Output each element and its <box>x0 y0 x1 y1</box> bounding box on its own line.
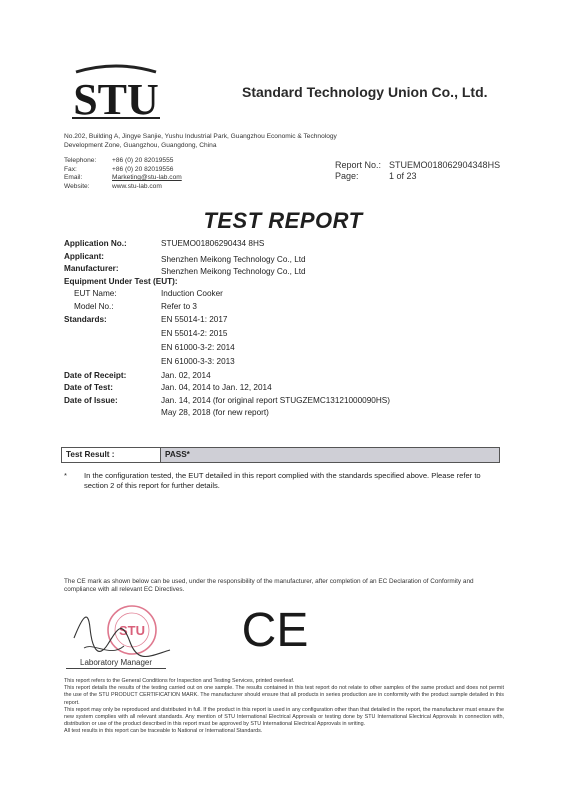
svg-text:CE: CE <box>241 604 309 652</box>
standard-item: EN 61000-3-3: 2013 <box>161 356 235 366</box>
standard-item: EN 55014-1: 2017 <box>161 314 228 324</box>
date-of-issue: Jan. 14, 2014 (for original report STUGZEMC13121000090HS) <box>161 395 390 405</box>
test-result-value: PASS* <box>161 448 499 462</box>
contact-block <box>64 157 182 191</box>
application-no: STUEMO01806290434 8HS <box>161 239 265 248</box>
manufacturer: Shenzhen Meikong Technology Co., Ltd <box>161 267 306 277</box>
standard-item: EN 55014-2: 2015 <box>161 328 228 338</box>
contact-row: Email: Marketing@stu-lab.com <box>64 174 182 181</box>
report-meta: Report No.: STUEMO018062904348HS Page: 1 of 23 <box>335 160 501 181</box>
website-link[interactable]: www.stu-lab.com <box>112 182 162 190</box>
company-name: Standard Technology Union Co., Ltd. <box>242 84 488 100</box>
test-result-box <box>61 447 500 463</box>
model-no: Refer to 3 <box>161 301 197 311</box>
disclaimer: This report refers to the General Conditions for Inspection and Testing Services, printed overleaf. This report details the results of the testing carried out on one sample. The results contained in this test report do not relate to other samples of the same product and does not permit the use of the STU PRODUCT CERTIFICATION MARK. The manufacturer should ensure that all products in series production are in conformity with the product sample detailed in this report. This report may only be reproduced and distributed in full. If the product in this report is used in any configuration other than that detailed in the report, the manufacturer must ensure the new system complies with all relevant standards. Any mention of STU International Electrical Approvals or testing done by STU International Electrical Approvals in connection with, distribution or use of the product described in this report must be approved by STU International Electrical Approvals in writing. All test results in this report can be traceable to National or International Standards. <box>64 678 504 735</box>
applicant: Shenzhen Meikong Technology Co., Ltd <box>161 254 306 264</box>
company-address: No.202, Building A, Jingye Sanjie, Yushu Industrial Park, Guangzhou Economic & Technology Development Zone, Guangzhou, Guangdong, China <box>64 133 337 149</box>
standard-item: EN 61000-3-2: 2014 <box>161 342 235 352</box>
email-link[interactable]: Marketing@stu-lab.com <box>112 174 182 181</box>
stamp-text: STU <box>119 623 145 638</box>
report-fields: Application No.: STUEMO01806290434 8HS Applicant: Shenzhen Meikong Technology Co., Ltd Manufacturer: Shenzhen Meikong Technology Co., Ltd Equipment Under Test (EUT): EUT Name: Induction Cooker Model No.: Refer to 3 Standards: EN 55014-1: 2017 EN 55014-2: 2015 EN 61000-3-2: 2014 EN 61000-3-3: 2013 Date of Receipt: Jan. 02, 2014 Date of Test: Jan. 04, 2014 to Jan. 12, 2014 Date of Issue: Jan. 14, 2014 (for original report STUGZEMC13121000090HS) May 28, 2018 (for new report) <box>64 239 504 421</box>
footnote: * In the configuration tested, the EUT detailed in this report complied with the standards specified above. Please refer to section 2 of this report for further details. <box>64 471 481 490</box>
contact-row: Telephone: +86 (0) 20 82019555 <box>64 157 174 164</box>
page-title: TEST REPORT <box>203 208 363 233</box>
stu-logo <box>66 62 166 122</box>
ce-mark <box>235 604 315 652</box>
test-result-label: Test Result : <box>62 448 161 462</box>
eut-name: Induction Cooker <box>161 289 223 299</box>
page-number: 1 of 23 <box>389 171 417 181</box>
ce-statement: The CE mark as shown below can be used, under the responsibility of the manufacturer, after completion of an EC Declaration of Conformity and compliance with all relevant EC Directives. <box>64 578 474 594</box>
contact-row: Website: www.stu-lab.com <box>64 182 162 190</box>
report-number: STUEMO018062904348HS <box>389 160 501 170</box>
signature-line <box>66 668 166 669</box>
date-of-test: Jan. 04, 2014 to Jan. 12, 2014 <box>161 383 272 393</box>
contact-row: Fax: +86 (0) 20 82019556 <box>64 165 174 173</box>
laboratory-manager-label: Laboratory Manager <box>80 658 153 667</box>
date-of-receipt: Jan. 02, 2014 <box>161 370 211 380</box>
date-of-issue-new: May 28, 2018 (for new report) <box>161 408 269 418</box>
logo-text: STU <box>73 75 159 122</box>
